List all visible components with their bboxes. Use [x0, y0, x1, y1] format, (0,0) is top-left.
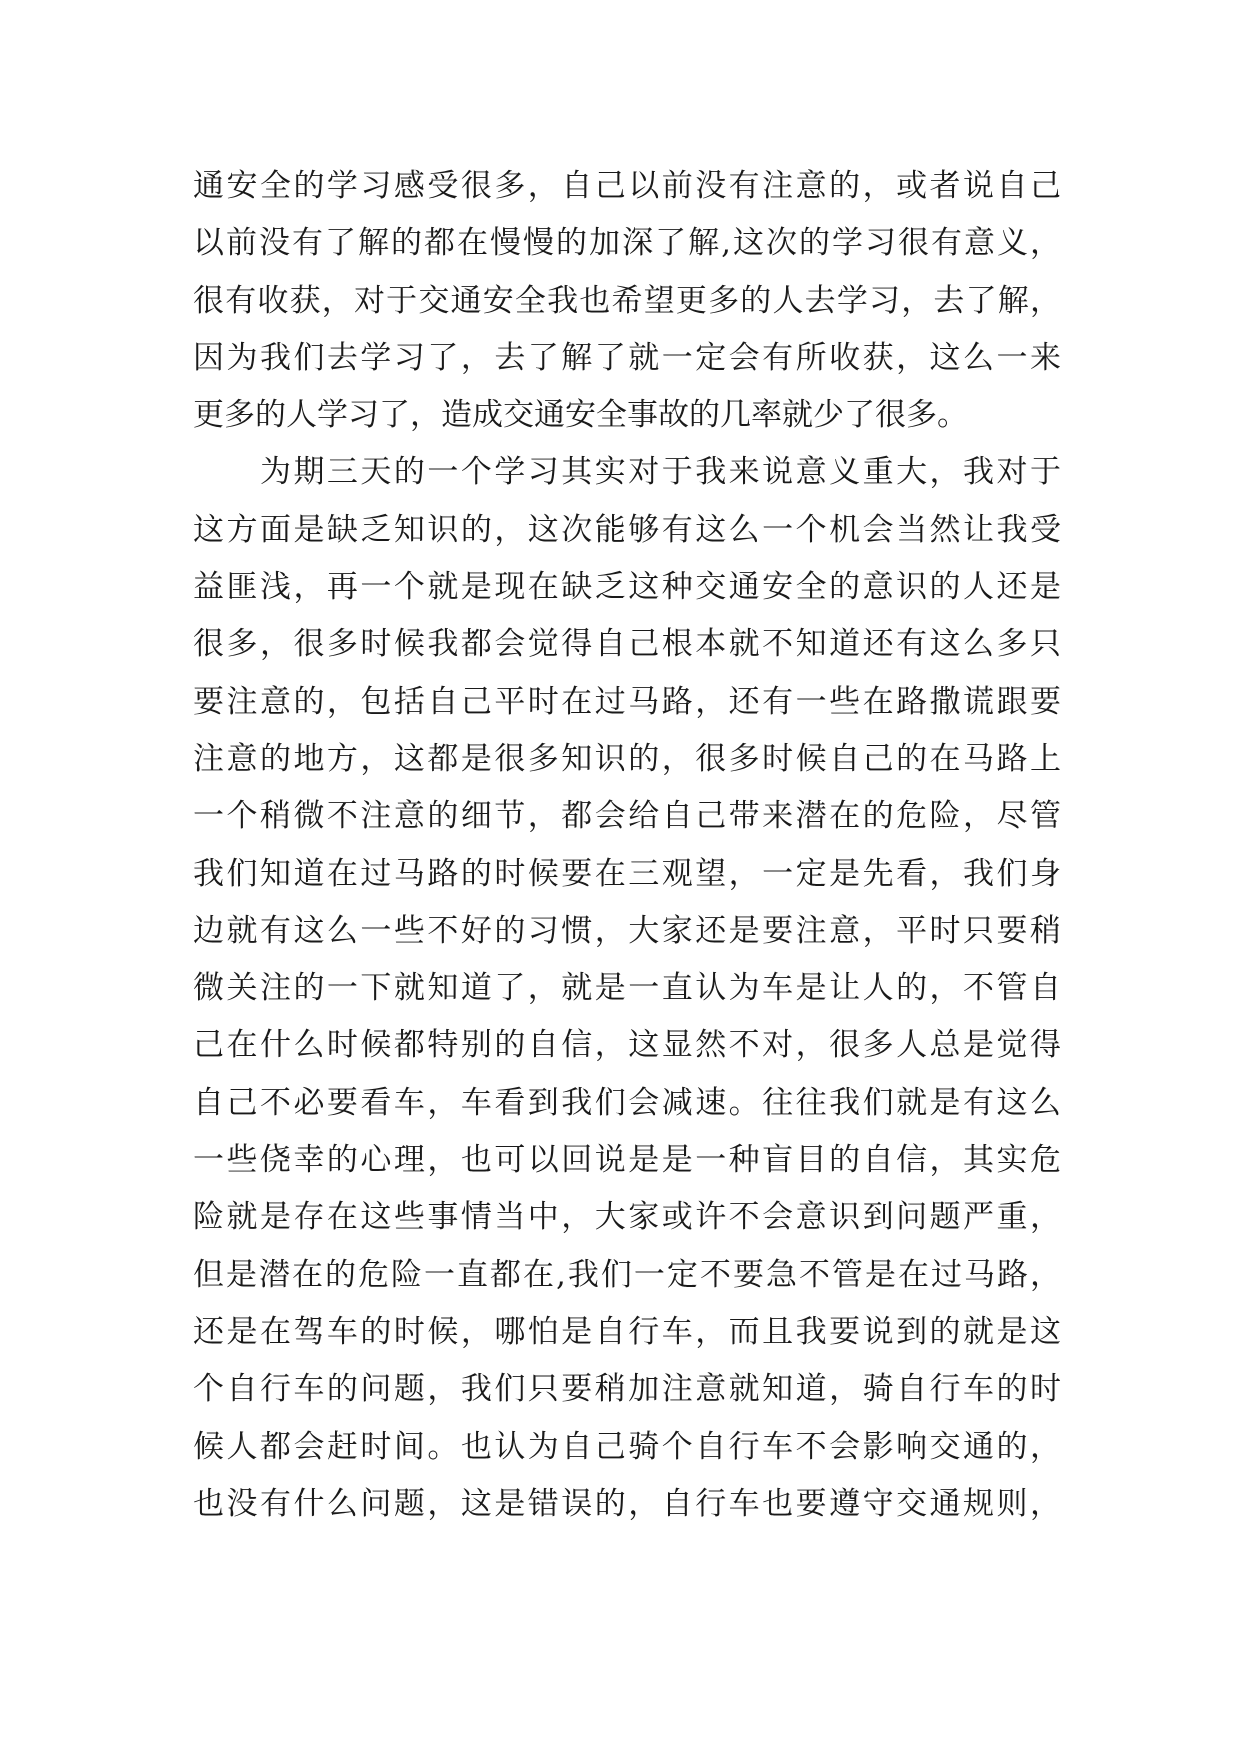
body-text — [193, 158, 1093, 1533]
paragraph-end-line: 更多的人学习了，造成交通安全事故的几率就少了很多。 — [193, 397, 968, 434]
text-line: 以前没有了解的都在慢慢的加深了解,这次的学习很有意义， — [193, 225, 1061, 262]
text-line: 这方面是缺乏知识的，这次能够有这么一个机会当然让我受 — [193, 511, 1061, 548]
text-line: 自己不必要看车，车看到我们会减速。往往我们就是有这么 — [193, 1084, 1061, 1121]
text-line: 候人都会赶时间。也认为自己骑个自行车不会影响交通的， — [193, 1428, 1061, 1465]
text-line: 一些侥幸的心理，也可以回说是是一种盲目的自信，其实危 — [193, 1142, 1061, 1179]
text-line: 要注意的，包括自己平时在过马路，还有一些在路撒谎跟要 — [193, 683, 1061, 720]
text-line: 也没有什么问题，这是错误的，自行车也要遵守交通规则， — [193, 1485, 1061, 1522]
text-line: 己在什么时候都特别的自信，这显然不对，很多人总是觉得 — [193, 1027, 1061, 1064]
text-line: 边就有这么一些不好的习惯，大家还是要注意，平时只要稍 — [193, 912, 1061, 949]
paragraph-start-line: 为期三天的一个学习其实对于我来说意义重大，我对于 — [193, 454, 1061, 491]
text-line: 一个稍微不注意的细节，都会给自己带来潜在的危险，尽管 — [193, 798, 1061, 835]
text-line: 个自行车的问题，我们只要稍加注意就知道，骑自行车的时 — [193, 1371, 1061, 1408]
text-line: 险就是存在这些事情当中，大家或许不会意识到问题严重， — [193, 1199, 1061, 1236]
text-line: 我们知道在过马路的时候要在三观望，一定是先看，我们身 — [193, 855, 1061, 892]
text-line: 很多，很多时候我都会觉得自己根本就不知道还有这么多只 — [193, 626, 1061, 663]
text-line: 益匪浅，再一个就是现在缺乏这种交通安全的意识的人还是 — [193, 569, 1061, 606]
text-line: 但是潜在的危险一直都在,我们一定不要急不管是在过马路， — [193, 1256, 1061, 1293]
text-line: 还是在驾车的时候，哪怕是自行车，而且我要说到的就是这 — [193, 1313, 1061, 1350]
text-line: 注意的地方，这都是很多知识的，很多时候自己的在马路上 — [193, 740, 1061, 777]
text-line: 微关注的一下就知道了，就是一直认为车是让人的，不管自 — [193, 970, 1061, 1007]
text-line: 因为我们去学习了，去了解了就一定会有所收获，这么一来 — [193, 339, 1061, 376]
text-line: 很有收获，对于交通安全我也希望更多的人去学习，去了解， — [193, 282, 1061, 319]
text-line: 通安全的学习感受很多，自己以前没有注意的，或者说自己 — [193, 168, 1061, 204]
